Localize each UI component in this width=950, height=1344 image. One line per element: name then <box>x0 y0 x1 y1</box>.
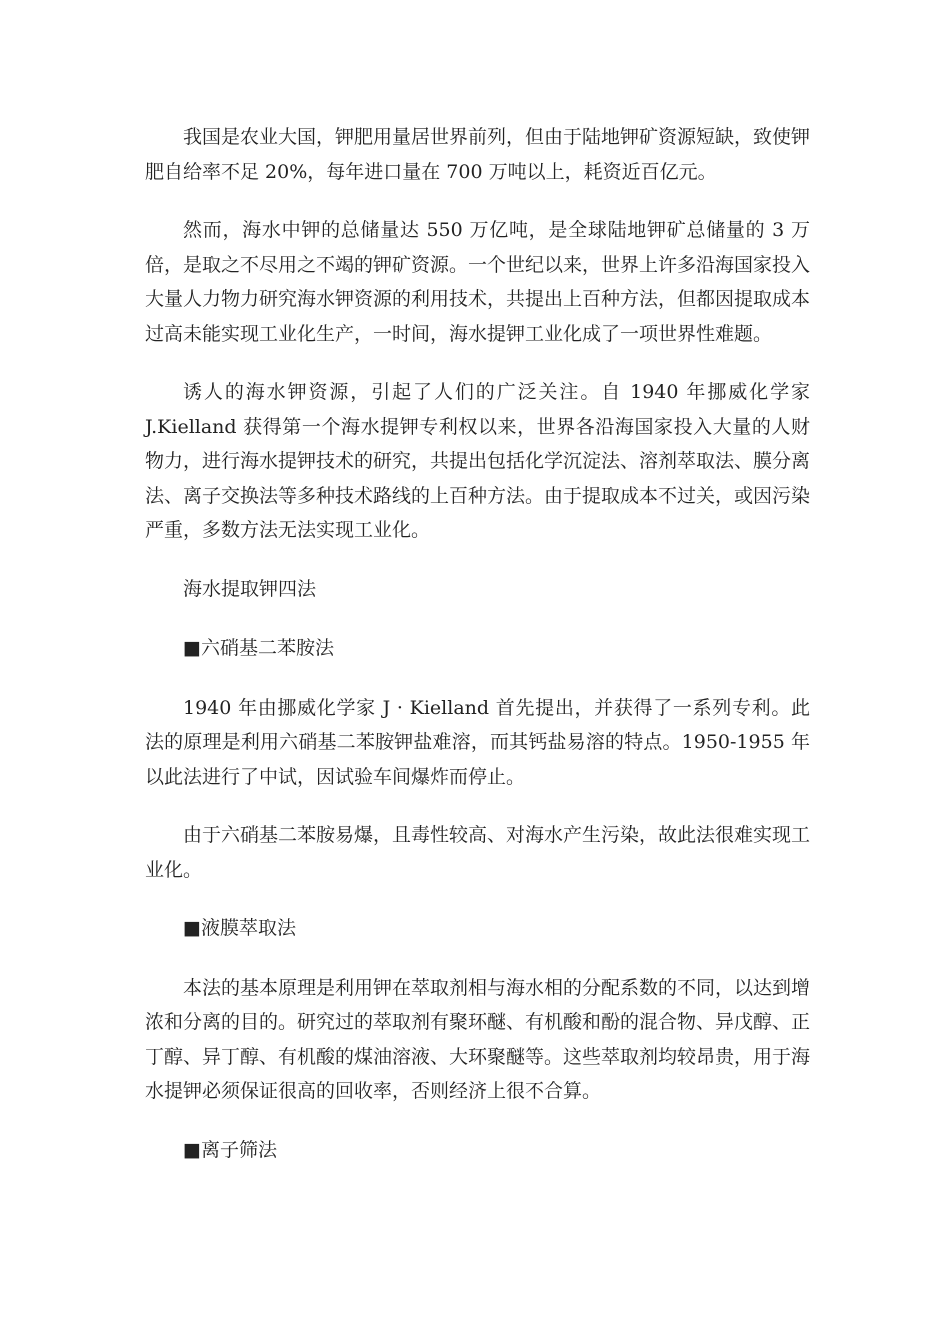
paragraph-potash-demand: 我国是农业大国，钾肥用量居世界前列，但由于陆地钾矿资源短缺，致使钾肥自给率不足 20%，每年进口量在 700 万吨以上，耗资近百亿元。 <box>145 126 811 183</box>
paragraph-liquid-membrane-principle: 本法的基本原理是利用钾在萃取剂相与海水相的分配系数的不同，以达到增浓和分离的目的。研究过的萃取剂有聚环醚、有机酸和酚的混合物、异戊醇、正丁醇、异丁醇、有机酸的煤油溶液、大环聚醚等。这些萃取剂均较昂贵，用于海水提钾必须保证很高的回收率，否则经济上很不合算。 <box>145 976 811 1102</box>
subheading-hexanitrodiphenylamine: ■六硝基二苯胺法 <box>183 637 334 659</box>
subheading-ion-sieve: ■离子筛法 <box>183 1138 277 1161</box>
section-heading-four-methods: 海水提取钾四法 <box>183 577 317 600</box>
paragraph-research-history: 诱人的海水钾资源，引起了人们的广泛关注。自 1940 年挪威化学家 J.Kielland 获得第一个海水提钾专利权以来，世界各沿海国家投入大量的人财物力，进行海水提钾技术的研究，共提出包括化学沉淀法、溶剂萃取法、膜分离法、离子交换法等多种技术路线的上百种方法。由于提取成本不过关，或因污染严重，多数方法无法实现工业化。 <box>145 381 811 541</box>
paragraph-hexanitro-principle: 1940 年由挪威化学家 J · Kielland 首先提出，并获得了一系列专利。此法的原理是利用六硝基二苯胺钾盐难溶，而其钙盐易溶的特点。1950-1955 年以此法进行了中试，因试验车间爆炸而停止。 <box>145 696 810 788</box>
subheading-liquid-membrane: ■液膜萃取法 <box>183 917 296 939</box>
paragraph-hexanitro-drawback: 由于六硝基二苯胺易爆，且毒性较高、对海水产生污染，故此法很难实现工业化。 <box>145 824 811 881</box>
document-page <box>145 120 810 1192</box>
paragraph-seawater-reserves: 然而，海水中钾的总储量达 550 万亿吨，是全球陆地钾矿总储量的 3 万倍，是取之不尽用之不竭的钾矿资源。一个世纪以来，世界上许多沿海国家投入大量人力物力研究海水钾资源的利用技术，共提出上百种方法，但都因提取成本过高未能实现工业化生产，一时间，海水提钾工业化成了一项世界性难题。 <box>145 219 811 345</box>
